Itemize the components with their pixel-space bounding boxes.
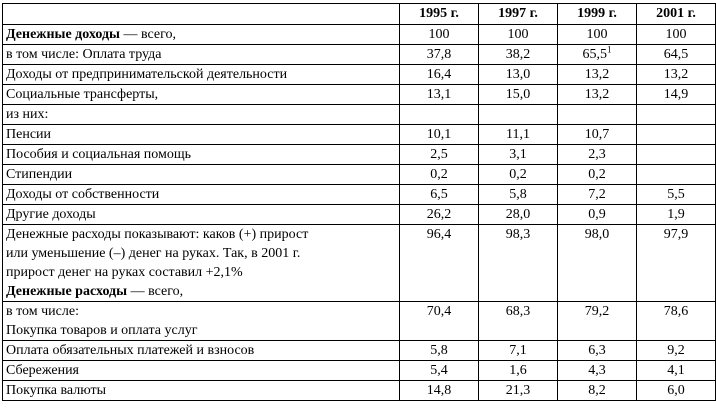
header-1995: 1995 г. [400,4,479,25]
cell-1995: 100 [400,25,479,45]
cell-2001: 78,6 [637,302,716,341]
cell-1999: 79,2 [558,302,637,341]
row-label-rest: — всего, [119,27,176,42]
cell-1997: 0,2 [479,165,558,185]
table-row [3,145,716,165]
cell-1999: 2,3 [558,145,637,165]
row-label: в том числе: Оплата труда [3,45,400,65]
cell-1997: 98,3 [479,225,558,302]
table-row [3,85,716,105]
row-label: Покупка валюты [3,381,400,401]
cell-2001 [637,145,716,165]
cell-1999: 6,3 [558,341,637,361]
row-label [3,25,400,45]
table-row [3,185,716,205]
cell-1995: 70,4 [400,302,479,341]
cell-1997: 11,1 [479,125,558,145]
cell-2001: 5,5 [637,185,716,205]
row-label: Доходы от предпринимательской деятельности [3,65,400,85]
row-label-line: в том числе: [6,304,79,319]
table-row [3,165,716,185]
row-label: Стипендии [3,165,400,185]
cell-1995 [400,105,479,125]
row-label [3,302,400,341]
header-row [3,4,716,25]
cell-1999: 0,9 [558,205,637,225]
cell-1997: 100 [479,25,558,45]
cell-2001: 6,0 [637,381,716,401]
cell-1995: 37,8 [400,45,479,65]
cell-1997: 21,3 [479,381,558,401]
cell-1997: 7,1 [479,341,558,361]
cell-1999: 8,2 [558,381,637,401]
row-label: Оплата обязательных платежей и взносов [3,341,400,361]
cell-1999: 13,2 [558,85,637,105]
cell-1999 [558,105,637,125]
cell-2001: 14,9 [637,85,716,105]
footnote-marker: 1 [607,44,612,55]
cell-1995: 96,4 [400,225,479,302]
cell-1999: 98,0 [558,225,637,302]
cell-2001 [637,105,716,125]
table-row [3,225,716,302]
row-label: Пособия и социальная помощь [3,145,400,165]
row-label-line: Покупка товаров и оплата услуг [6,323,198,338]
table-row [3,361,716,381]
row-label: Сбережения [3,361,400,381]
cell-1995: 10,1 [400,125,479,145]
cell-1997: 15,0 [479,85,558,105]
cell-value: 65,5 [582,47,607,62]
table-row [3,125,716,145]
table-row [3,302,716,341]
row-label: Пенсии [3,125,400,145]
cell-1999: 10,7 [558,125,637,145]
row-label-bold: Денежные доходы [6,27,120,42]
cell-1997: 13,0 [479,65,558,85]
cell-1999: 4,3 [558,361,637,381]
cell-2001: 9,2 [637,341,716,361]
cell-1995: 14,8 [400,381,479,401]
row-label-rest: — всего, [127,284,184,299]
cell-2001 [637,165,716,185]
row-label-line: или уменьшение (–) денег на руках. Так, в 2001 г. [6,246,301,261]
row-label-line: Денежные расходы показывают: каков (+) прирост [6,227,309,242]
cell-1997: 3,1 [479,145,558,165]
header-label-cell [3,4,400,25]
header-2001: 2001 г. [637,4,716,25]
row-label: из них: [3,105,400,125]
table-row [3,105,716,125]
row-label [3,225,400,302]
table-row [3,65,716,85]
row-label-line: прирост денег на руках составил +2,1% [6,265,243,280]
cell-2001: 97,9 [637,225,716,302]
row-label-line [6,282,396,301]
cell-1995: 2,5 [400,145,479,165]
cell-2001: 100 [637,25,716,45]
table-row [3,45,716,65]
row-label: Социальные трансферты, [3,85,400,105]
cell-1999: 0,2 [558,165,637,185]
cell-1995: 16,4 [400,65,479,85]
cell-2001: 4,1 [637,361,716,381]
cell-1995: 6,5 [400,185,479,205]
cell-2001: 13,2 [637,65,716,85]
cell-1997: 38,2 [479,45,558,65]
table-row [3,205,716,225]
cell-1997: 28,0 [479,205,558,225]
cell-1995: 0,2 [400,165,479,185]
cell-1999: 13,2 [558,65,637,85]
row-label: Другие доходы [3,205,400,225]
cell-1997: 68,3 [479,302,558,341]
cell-1995: 26,2 [400,205,479,225]
table-row [3,341,716,361]
row-label-bold: Денежные расходы [6,284,128,299]
cell-2001 [637,125,716,145]
cell-1997: 1,6 [479,361,558,381]
header-1999: 1999 г. [558,4,637,25]
table-row [3,25,716,45]
cell-1995: 5,4 [400,361,479,381]
income-expense-table [2,3,716,401]
cell-1997 [479,105,558,125]
table-row [3,381,716,401]
header-1997: 1997 г. [479,4,558,25]
cell-1997: 5,8 [479,185,558,205]
cell-1995: 13,1 [400,85,479,105]
cell-1999: 100 [558,25,637,45]
cell-1999: 7,2 [558,185,637,205]
row-label: Доходы от собственности [3,185,400,205]
cell-2001: 64,5 [637,45,716,65]
cell-2001: 1,9 [637,205,716,225]
cell-1995: 5,8 [400,341,479,361]
cell-1999 [558,45,637,65]
